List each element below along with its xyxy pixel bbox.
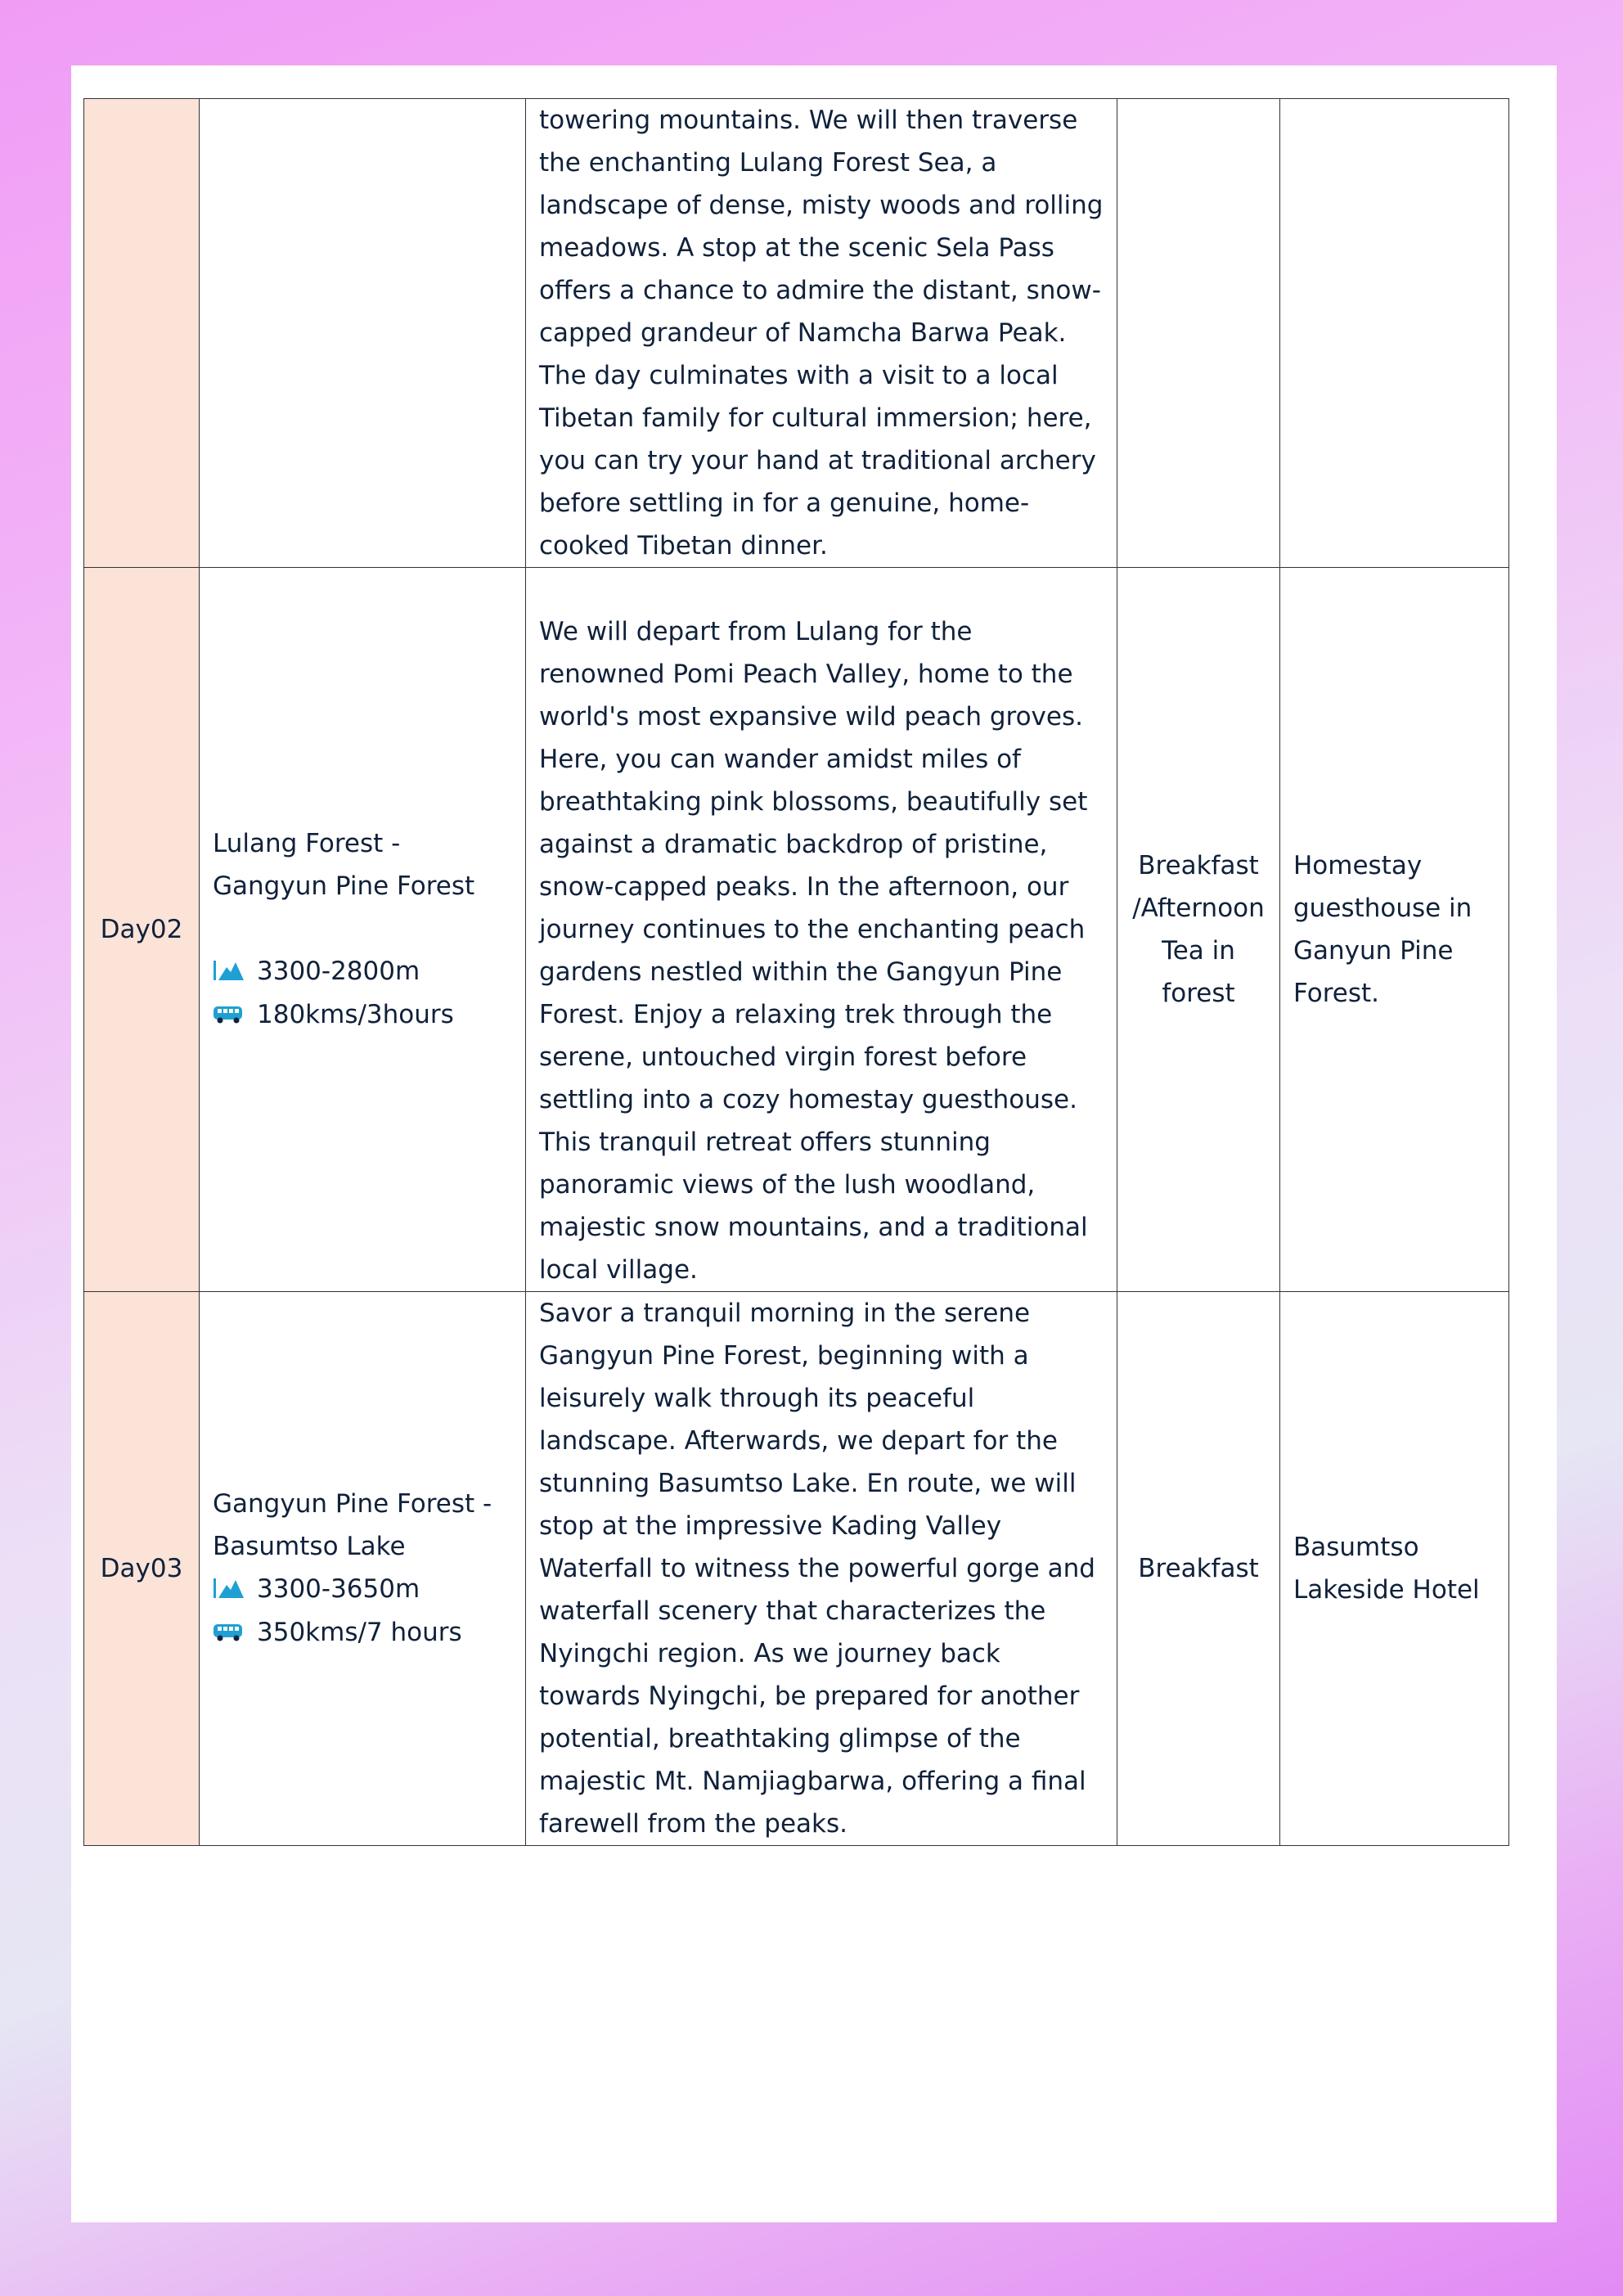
table-row: [84, 1292, 1509, 1846]
table-row: [84, 568, 1509, 1292]
day-cell: Day02: [84, 568, 200, 1292]
accommodation-cell: Basumtso Lakeside Hotel: [1280, 1292, 1509, 1846]
meals-cell: Breakfast: [1117, 1292, 1280, 1846]
route-cell: [200, 568, 526, 1292]
altitude-line: 3300-3650m: [213, 1568, 512, 1612]
meals-cell: [1117, 99, 1280, 568]
mountain-icon: [213, 951, 245, 993]
bus-icon: [213, 1613, 245, 1655]
distance-line: 180kms/3hours: [213, 993, 512, 1038]
route-cell: [200, 99, 526, 568]
description-cell: Savor a tranquil morning in the serene Gangyun Pine Forest, beginning with a leisurely walk through its peaceful landscape. Afterwards, we depart for the stunning Basumtso Lake. En route, we will stop at the impressive Kading Valley Waterfall to witness the powerful gorge and waterfall scenery that characterizes the Nyingchi region. As we journey back towards Nyingchi, be prepared for another potential, breathtaking glimpse of the majestic Mt. Namjiagbarwa, offering a final farewell from the peaks.: [526, 1292, 1117, 1846]
distance-line: 350kms/7 hours: [213, 1611, 512, 1655]
day-cell: Day03: [84, 1292, 200, 1846]
description-cell: We will depart from Lulang for the renowned Pomi Peach Valley, home to the world's most expansive wild peach groves. Here, you can wander amidst miles of breathtaking pink blossoms, beautifully set against a dramatic backdrop of pristine, snow-capped peaks. In the afternoon, our journey continues to the enchanting peach gardens nestled within the Gangyun Pine Forest. Enjoy a relaxing trek through the serene, untouched virgin forest before settling into a cozy homestay guesthouse. This tranquil retreat offers stunning panoramic views of the lush woodland, majestic snow mountains, and a traditional local village.: [526, 568, 1117, 1292]
bus-icon: [213, 995, 245, 1038]
itinerary-page: [71, 65, 1557, 2222]
route-text: Lulang Forest - Gangyun Pine Forest: [213, 828, 475, 901]
day-cell: [84, 99, 200, 568]
route-cell: [200, 1292, 526, 1846]
accommodation-cell: [1280, 99, 1509, 568]
altitude-line: 3300-2800m: [213, 950, 512, 994]
table-row: [84, 99, 1509, 568]
meals-cell: Breakfast /Afternoon Tea in forest: [1117, 568, 1280, 1292]
itinerary-table: [83, 98, 1509, 1846]
accommodation-cell: Homestay guesthouse in Ganyun Pine Forest.: [1280, 568, 1509, 1292]
route-text: Gangyun Pine Forest - Basumtso Lake: [213, 1488, 492, 1561]
mountain-icon: [213, 1569, 245, 1611]
description-cell: towering mountains. We will then traverse the enchanting Lulang Forest Sea, a landscape of dense, misty woods and rolling meadows. A stop at the scenic Sela Pass offers a chance to admire the distant, snow-capped grandeur of Namcha Barwa Peak. The day culminates with a visit to a local Tibetan family for cultural immersion; here, you can try your hand at traditional archery before settling in for a genuine, home-cooked Tibetan dinner.: [526, 99, 1117, 568]
